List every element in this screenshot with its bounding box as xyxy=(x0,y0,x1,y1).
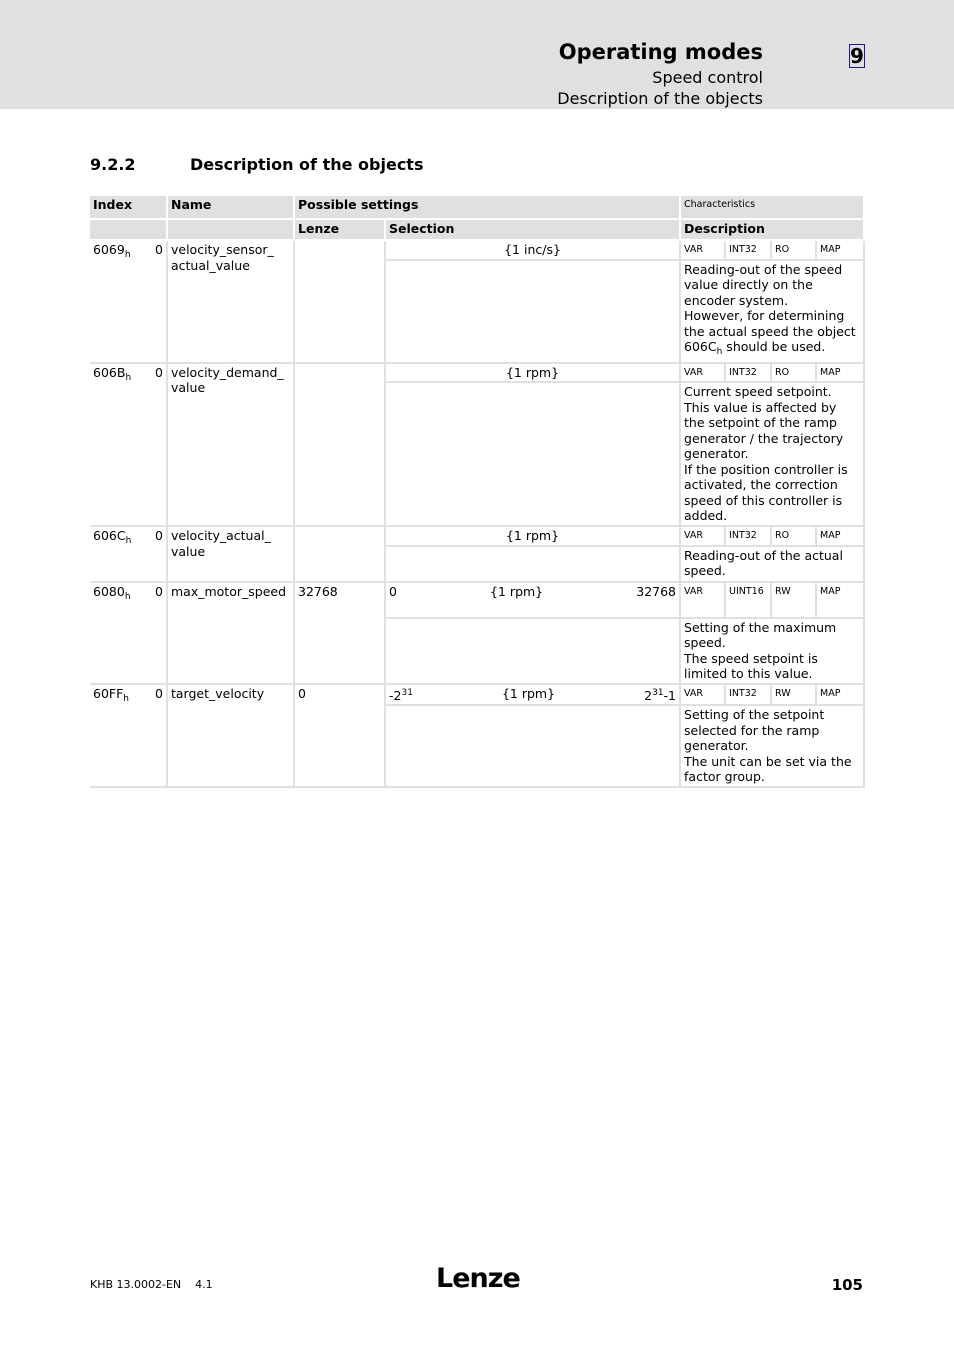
name-cell: target_velocity xyxy=(168,685,295,788)
description-cell: Setting of the maximum speed. The speed setpoint is limited to this value. xyxy=(681,619,865,685)
selection-blank xyxy=(386,706,681,788)
lenze-logo: Lenze xyxy=(436,1263,520,1294)
selection-cell: $-2^{31}$ {1 rpm} $2^{31}-1$ xyxy=(386,685,681,707)
header-empty xyxy=(168,220,295,241)
selection-cell: {1 rpm} xyxy=(386,527,681,547)
description-cell: Current speed setpoint. This value is affected by the setpoint of the ramp generator / the trajectory generator. If the position controller is activated, the correction speed of this controller is added. xyxy=(681,383,865,527)
header-name: Name xyxy=(168,196,295,220)
char-datatype: INT32 xyxy=(726,685,772,707)
table-row xyxy=(90,583,865,619)
description-cell: Reading-out of the speed value directly on the encoder system. However, for determining the actual speed the object $606C_h$ should be used. xyxy=(681,261,865,364)
lenze-cell: 32768 xyxy=(295,583,386,685)
name-cell: velocity_actual_ value xyxy=(168,527,295,583)
selection-cell: {1 rpm} xyxy=(386,364,681,384)
table-row xyxy=(90,241,865,261)
table-row xyxy=(90,685,865,707)
lenze-cell xyxy=(295,364,386,528)
selection-blank xyxy=(386,383,681,527)
char-mapping: MAP xyxy=(817,364,865,384)
index-cell: $6069_h$ 0 xyxy=(90,241,168,364)
selection-blank xyxy=(386,261,681,364)
char-type: VAR xyxy=(681,527,726,547)
section-number: 9.2.2 xyxy=(90,155,136,174)
char-datatype: INT32 xyxy=(726,241,772,261)
char-mapping: MAP xyxy=(817,527,865,547)
chapter-subtitle: Speed control xyxy=(652,68,763,87)
table-row xyxy=(90,527,865,547)
char-type: VAR xyxy=(681,364,726,384)
header-empty xyxy=(90,220,168,241)
header-selection: Selection xyxy=(386,220,681,241)
char-access: RO xyxy=(772,364,817,384)
header-description: Description xyxy=(681,220,865,241)
char-datatype: INT32 xyxy=(726,527,772,547)
selection-cell: {1 inc/s} xyxy=(386,241,681,261)
name-cell: max_motor_speed xyxy=(168,583,295,685)
char-datatype: INT32 xyxy=(726,364,772,384)
description-cell: Reading-out of the actual speed. xyxy=(681,547,865,583)
char-access: RO xyxy=(772,241,817,261)
selection-cell: 0 {1 rpm} 32768 xyxy=(386,583,681,619)
page-number: 105 xyxy=(831,1276,863,1294)
footer-doc-id: KHB 13.0002-EN 4.1 xyxy=(90,1278,213,1291)
char-access: RO xyxy=(772,527,817,547)
char-mapping: MAP xyxy=(817,583,865,619)
table-body xyxy=(90,241,865,788)
name-cell: velocity_demand_ value xyxy=(168,364,295,528)
name-cell: velocity_sensor_ actual_value xyxy=(168,241,295,364)
header-lenze: Lenze xyxy=(295,220,386,241)
char-type: VAR xyxy=(681,241,726,261)
chapter-subtitle-2: Description of the objects xyxy=(557,89,763,108)
section-title: Description of the objects xyxy=(190,155,424,174)
lenze-cell xyxy=(295,527,386,583)
chapter-number-link[interactable]: 9 xyxy=(850,44,864,68)
section-heading xyxy=(90,155,423,174)
index-cell: $60FF_h$ 0 xyxy=(90,685,168,788)
lenze-cell xyxy=(295,241,386,364)
selection-blank xyxy=(386,547,681,583)
chapter-title: Operating modes xyxy=(558,40,763,64)
header-index: Index xyxy=(90,196,168,220)
header-characteristics: Characteristics xyxy=(681,196,865,220)
header-band xyxy=(0,0,954,109)
index-cell: $606C_h$ 0 xyxy=(90,527,168,583)
char-type: VAR xyxy=(681,685,726,707)
char-access: RW xyxy=(772,685,817,707)
selection-blank xyxy=(386,619,681,685)
index-cell: $606B_h$ 0 xyxy=(90,364,168,528)
char-mapping: MAP xyxy=(817,241,865,261)
objects-table xyxy=(90,196,865,788)
footer-revision: 4.1 xyxy=(195,1278,213,1291)
char-type: VAR xyxy=(681,583,726,619)
char-mapping: MAP xyxy=(817,685,865,707)
table-row xyxy=(90,364,865,384)
char-access: RW xyxy=(772,583,817,619)
lenze-cell: 0 xyxy=(295,685,386,788)
char-datatype: UINT16 xyxy=(726,583,772,619)
description-cell: Setting of the setpoint selected for the ramp generator. The unit can be set via the factor group. xyxy=(681,706,865,788)
header-possible-settings: Possible settings xyxy=(295,196,681,220)
index-cell: $6080_h$ 0 xyxy=(90,583,168,685)
